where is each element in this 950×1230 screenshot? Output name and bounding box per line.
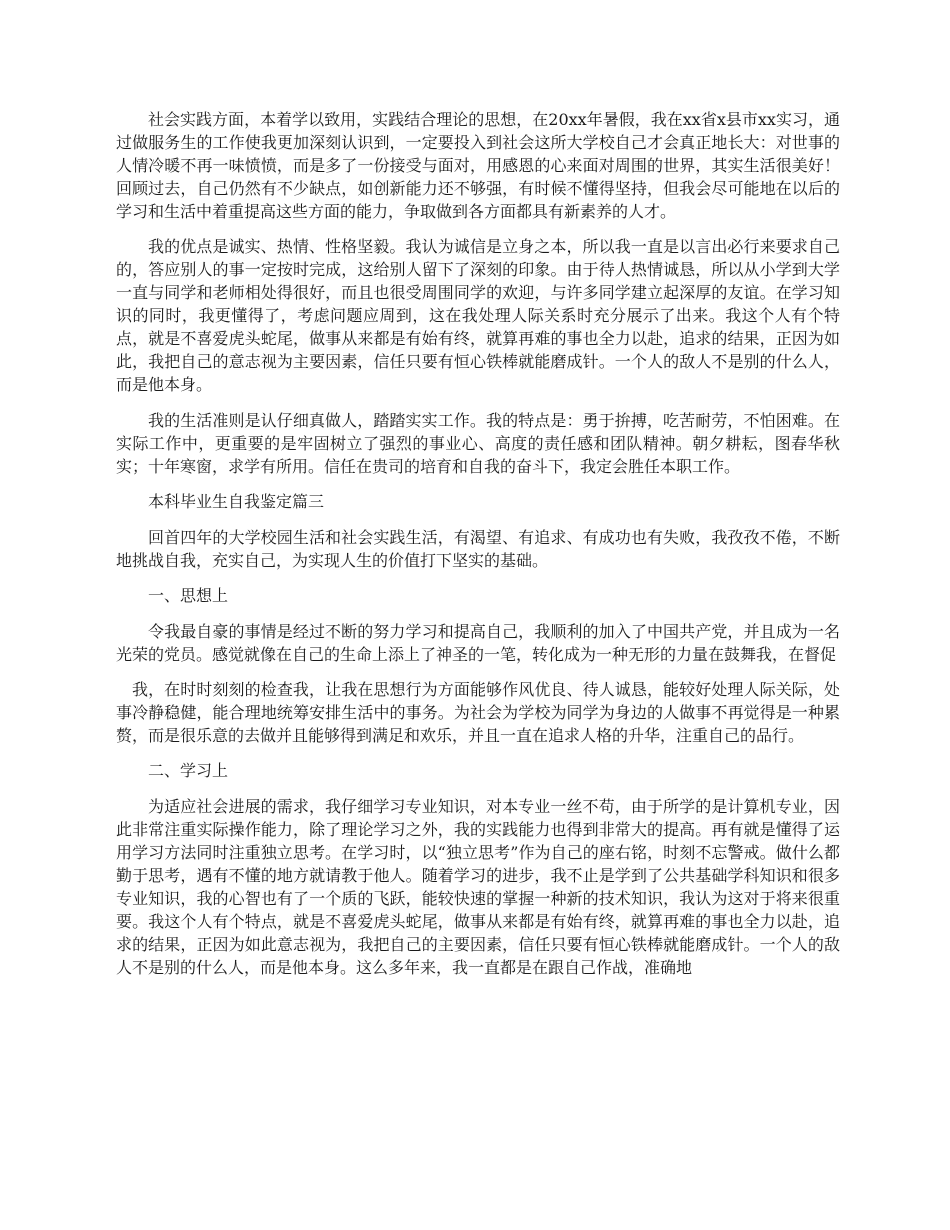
section-title-part-three: 本科毕业生自我鉴定篇三 [148, 492, 325, 511]
paragraph-self-discipline: 我，在时时刻刻的检查我，让我在思想行为方面能够作风优良、待人诚恳，能较好处理人际关际，处事冷静稳健，能合理地统筹安排生活中的事务。为社会为学校为同学为身边的人做事不再觉得是一种累赘，而是很乐意的去做并且能够得到满足和欢乐，并且一直在追求人格的升华，注重自己的品行。 [116, 680, 840, 745]
paragraph-study-details: 为适应社会进展的需求，我仔细学习专业知识，对本专业一丝不苟，由于所学的是计算机专业，因此非常注重实际操作能力，除了理论学习之外，我的实践能力也得到非常大的提高。再有就是懂得了运用学习方法同时注重独立思考。在学习时，以“独立思考”作为自己的座右铭，时刻不忘警戒。做什么都勤于思考，遇有不懂的地方就请教于他人。随着学习的进步，我不止是学到了公共基础学科知识和很多专业知识，我的心智也有了一个质的飞跃，能较快速的掌握一种新的技术知识，我认为这对于将来很重要。我这个人有个特点，就是不喜爱虎头蛇尾，做事从来都是有始有终，就算再难的事也全力以赴，追求的结果，正因为如此意志视为，我把自己的主要因素，信任只要有恒心铁棒就能磨成针。一个人的敌人不是别的什么人，而是他本身。这么多年来，我一直都是在跟自己作战，准确地 [116, 797, 840, 977]
paragraph-social-practice: 社会实践方面，本着学以致用，实践结合理论的思想，在20xx年暑假，我在xx省x县市xx实习，通过做服务生的工作使我更加深刻认识到，一定要投入到社会这所大学校自己才会真正地长大：对世事的人情冷暖不再一味愤愤，而是多了一份接受与面对，用感恩的心来面对周围的世界，其实生活很美好！回顾过去，自己仍然有不少缺点，如创新能力还不够强，有时候不懂得坚持，但我会尽可能地在以后的学习和生活中着重提高这些方面的能力，争取做到各方面都具有新素养的人才。 [116, 110, 840, 221]
heading-ideology: 一、思想上 [148, 586, 229, 605]
paragraph-life-principles: 我的生活准则是认仔细真做人，踏踏实实工作。我的特点是：勇于拚搏，吃苦耐劳，不怕困难。在实际工作中，更重要的是牢固树立了强烈的事业心、高度的责任感和团队精神。朝夕耕耘，图春华秋实；十年寒窗，求学有所用。信任在贵司的培育和自我的奋斗下，我定会胜任本职工作。 [116, 411, 840, 476]
document-page [116, 108, 840, 979]
heading-study: 二、学习上 [148, 761, 229, 780]
paragraph-party-membership: 令我最自豪的事情是经过不断的努力学习和提高自己，我顺利的加入了中国共产党，并且成为一名光荣的党员。感觉就像在自己的生命上添上了神圣的一笔，转化成为一种无形的力量在鼓舞我，在督促 [116, 622, 840, 664]
paragraph-strengths: 我的优点是诚实、热情、性格坚毅。我认为诚信是立身之本，所以我一直是以言出必行来要求自己的，答应别人的事一定按时完成，这给别人留下了深刻的印象。由于待人热情诚恳，所以从小学到大学一直与同学和老师相处得很好，而且也很受周围同学的欢迎，与许多同学建立起深厚的友谊。在学习知识的同时，我更懂得了，考虑问题应周到，这在我处理人际关系时充分展示了出来。我这个人有个特点，就是不喜爱虎头蛇尾，做事从来都是有始有终，就算再难的事也全力以赴，追求的结果，正因为如此，我把自己的意志视为主要因素，信任只要有恒心铁棒就能磨成针。一个人的敌人不是别的什么人，而是他本身。 [116, 237, 840, 394]
paragraph-review-four-years: 回首四年的大学校园生活和社会实践生活，有渴望、有追求、有成功也有失败，我孜孜不倦，不断地挑战自我，充实自己，为实现人生的价值打下坚实的基础。 [116, 528, 840, 570]
